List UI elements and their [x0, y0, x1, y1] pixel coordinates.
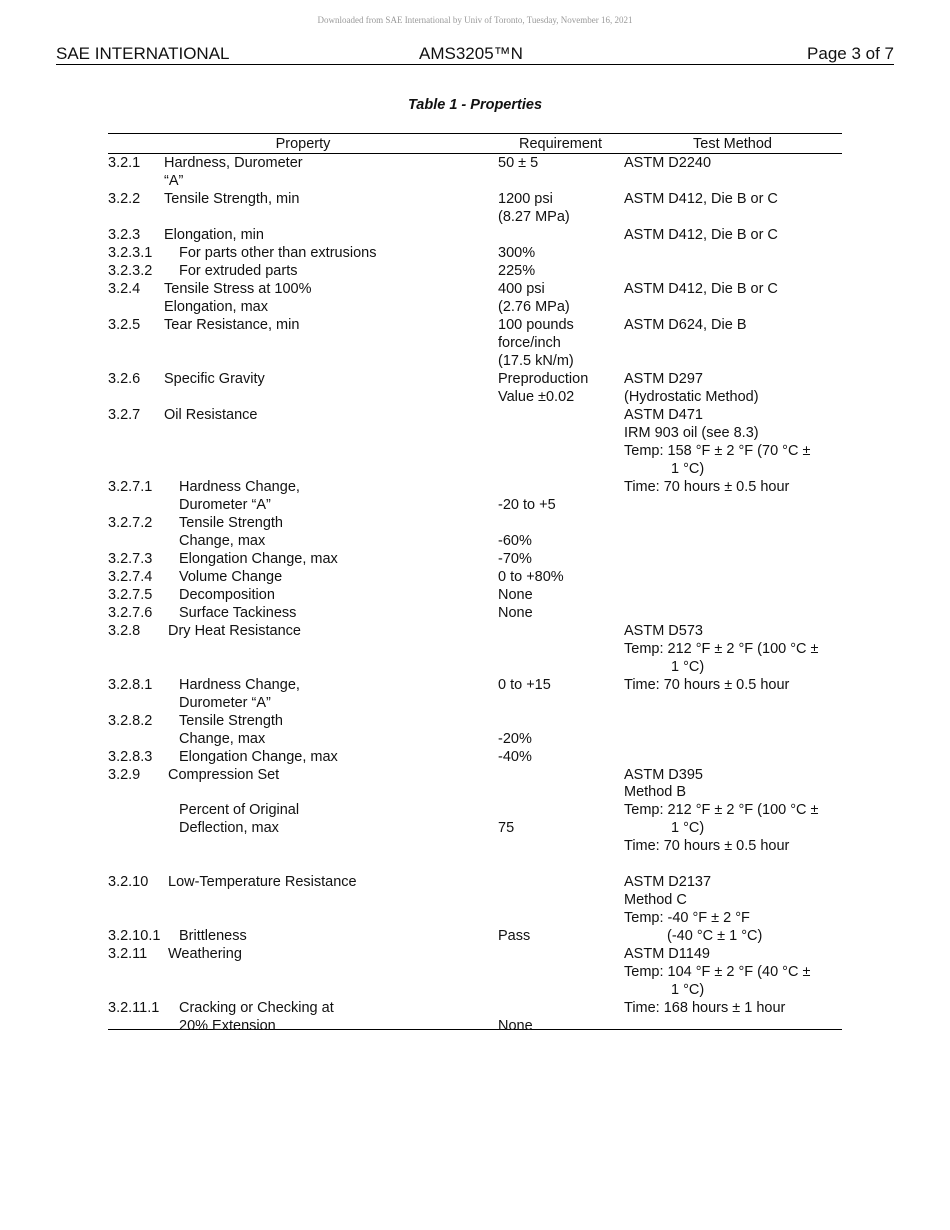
property-name: Volume Change	[179, 569, 283, 585]
test-method: 1 °C)	[671, 982, 705, 998]
document-number: AMS3205™N	[419, 44, 523, 63]
row-number: 3.2.3.2	[108, 263, 153, 279]
requirement-value: None	[498, 587, 533, 603]
property-name: Hardness, Durometer	[164, 155, 303, 171]
row-number: 3.2.7	[108, 407, 141, 423]
test-method: IRM 903 oil (see 8.3)	[624, 425, 759, 441]
row-number: 3.2.7.1	[108, 479, 153, 495]
test-method: ASTM D2240	[624, 155, 712, 171]
requirement-value: Pass	[498, 928, 531, 944]
requirement-value: -70%	[498, 551, 532, 567]
property-name: Specific Gravity	[164, 371, 265, 387]
requirement-value: (2.76 MPa)	[498, 299, 570, 315]
test-method: Time: 70 hours ± 0.5 hour	[624, 838, 790, 854]
requirement-value: 400 psi	[498, 281, 545, 297]
requirement-value: 300%	[498, 245, 536, 261]
test-method: ASTM D471	[624, 407, 703, 423]
property-name: Elongation Change, max	[179, 551, 338, 567]
property-name: Elongation, min	[164, 227, 264, 243]
test-method: Method B	[624, 784, 687, 800]
property-name: Tensile Strength, min	[164, 191, 300, 207]
property-name: Elongation, max	[164, 299, 268, 315]
row-number: 3.2.8.1	[108, 677, 153, 693]
row-number: 3.2.6	[108, 371, 141, 387]
requirement-value: (17.5 kN/m)	[498, 353, 574, 369]
requirement-value: Value ±0.02	[498, 389, 575, 405]
requirement-value: 225%	[498, 263, 536, 279]
row-number: 3.2.1	[108, 155, 141, 171]
row-number: 3.2.9	[108, 767, 141, 783]
test-method: ASTM D573	[624, 623, 703, 639]
requirement-value: 50 ± 5	[498, 155, 539, 171]
row-number: 3.2.11	[108, 946, 148, 962]
property-name: Tear Resistance, min	[164, 317, 300, 333]
download-watermark: Downloaded from SAE International by Univ of Toronto, Tuesday, November 16, 2021	[317, 15, 633, 25]
property-name: Tensile Strength	[179, 515, 283, 531]
row-number: 3.2.10.1	[108, 928, 161, 944]
column-header-test-method: Test Method	[693, 136, 772, 152]
property-name: Tensile Stress at 100%	[164, 281, 312, 297]
property-name: Deflection, max	[179, 820, 279, 836]
page-header	[56, 44, 894, 65]
row-number: 3.2.8	[108, 623, 141, 639]
property-name: Oil Resistance	[164, 407, 258, 423]
test-method: ASTM D624, Die B	[624, 317, 747, 333]
requirement-value: None	[498, 1018, 533, 1034]
test-method: (Hydrostatic Method)	[624, 389, 759, 405]
property-name: For extruded parts	[179, 263, 298, 279]
property-name: Hardness Change,	[179, 677, 300, 693]
test-method: Temp: 212 °F ± 2 °F (100 °C ±	[624, 641, 819, 657]
property-name: For parts other than extrusions	[179, 245, 377, 261]
property-name: “A”	[164, 173, 184, 189]
property-name: Durometer “A”	[179, 497, 271, 513]
test-method: Temp: -40 °F ± 2 °F	[624, 910, 750, 926]
row-number: 3.2.2	[108, 191, 141, 207]
test-method: ASTM D412, Die B or C	[624, 191, 778, 207]
test-method: ASTM D412, Die B or C	[624, 227, 778, 243]
property-name: Weathering	[168, 946, 242, 962]
requirement-value: -20 to +5	[498, 497, 556, 513]
row-number: 3.2.3	[108, 227, 141, 243]
property-name: Dry Heat Resistance	[168, 623, 301, 639]
property-name: Hardness Change,	[179, 479, 300, 495]
test-method: Temp: 212 °F ± 2 °F (100 °C ±	[624, 802, 819, 818]
requirement-value: 75	[498, 820, 515, 836]
test-method: ASTM D297	[624, 371, 703, 387]
property-name: Tensile Strength	[179, 713, 283, 729]
row-number: 3.2.4	[108, 281, 141, 297]
requirement-value: (8.27 MPa)	[498, 209, 570, 225]
row-number: 3.2.8.3	[108, 749, 153, 765]
requirement-value: -60%	[498, 533, 532, 549]
column-header-property: Property	[275, 136, 331, 152]
requirement-value: 1200 psi	[498, 191, 553, 207]
publisher-name: SAE INTERNATIONAL	[56, 44, 230, 63]
requirement-value: 0 to +15	[498, 677, 551, 693]
property-name: Durometer “A”	[179, 695, 271, 711]
test-method: Temp: 104 °F ± 2 °F (40 °C ±	[624, 964, 811, 980]
test-method: ASTM D1149	[624, 946, 710, 962]
test-method: Temp: 158 °F ± 2 °F (70 °C ±	[624, 443, 811, 459]
row-number: 3.2.7.5	[108, 587, 153, 603]
test-method: Method C	[624, 892, 687, 908]
row-number: 3.2.10	[108, 874, 149, 890]
test-method: ASTM D395	[624, 767, 703, 783]
page-number: Page 3 of 7	[807, 44, 894, 63]
row-number: 3.2.5	[108, 317, 141, 333]
property-name: Change, max	[179, 731, 266, 747]
test-method: (-40 °C ± 1 °C)	[667, 928, 763, 944]
requirement-value: -40%	[498, 749, 532, 765]
row-number: 3.2.7.6	[108, 605, 153, 621]
property-name: Elongation Change, max	[179, 749, 338, 765]
property-name: Cracking or Checking at	[179, 1000, 334, 1016]
property-name: Low-Temperature Resistance	[168, 874, 357, 890]
requirement-value: Preproduction	[498, 371, 589, 387]
requirement-value: 100 pounds	[498, 317, 574, 333]
property-name: 20% Extension	[179, 1018, 276, 1034]
row-number: 3.2.7.4	[108, 569, 153, 585]
properties-table	[108, 133, 842, 1034]
test-method: Time: 168 hours ± 1 hour	[624, 1000, 786, 1016]
column-header-requirement: Requirement	[518, 136, 602, 152]
requirement-value: -20%	[498, 731, 532, 747]
property-name: Surface Tackiness	[179, 605, 297, 621]
row-number: 3.2.7.2	[108, 515, 153, 531]
test-method: 1 °C)	[671, 659, 705, 675]
test-method: Time: 70 hours ± 0.5 hour	[624, 479, 790, 495]
requirement-value: force/inch	[498, 335, 561, 351]
test-method: 1 °C)	[671, 461, 705, 477]
property-name: Compression Set	[168, 767, 280, 783]
requirement-value: 0 to +80%	[498, 569, 564, 585]
property-name: Percent of Original	[179, 802, 300, 818]
test-method: Time: 70 hours ± 0.5 hour	[624, 677, 790, 693]
row-number: 3.2.3.1	[108, 245, 153, 261]
requirement-value: None	[498, 605, 533, 621]
row-number: 3.2.11.1	[108, 1000, 160, 1016]
test-method: ASTM D2137	[624, 874, 712, 890]
property-name: Brittleness	[179, 928, 247, 944]
property-name: Decomposition	[179, 587, 275, 603]
test-method: ASTM D412, Die B or C	[624, 281, 778, 297]
test-method: 1 °C)	[671, 820, 705, 836]
property-name: Change, max	[179, 533, 266, 549]
row-number: 3.2.8.2	[108, 713, 153, 729]
row-number: 3.2.7.3	[108, 551, 153, 567]
table-caption: Table 1 - Properties	[407, 97, 543, 113]
